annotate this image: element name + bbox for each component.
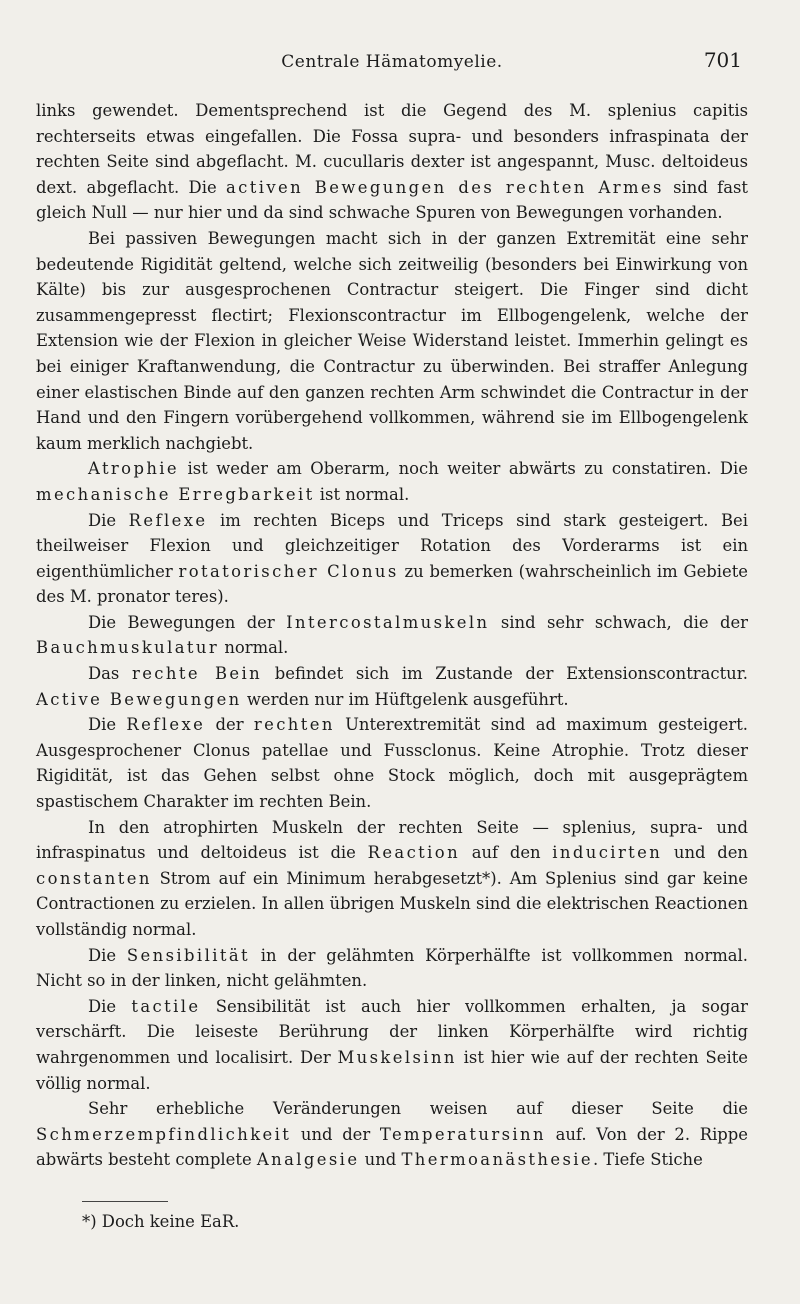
text-run: Unterextremität sind ad maximum gesteigert. Ausgesprochener Clonus patellae und Fussclonus. Keine Atrophie. Trotz dieser Rigidität, ist das Gehen selbst ohne Stock möglich, doch mit ausgeprägtem spastischem Charakter im rechten Bein.: [36, 715, 748, 812]
spaced-emphasis: Temperatursinn: [379, 1124, 546, 1144]
text-run: befindet sich im Zustande der Extensionscontractur.: [262, 664, 748, 684]
text-run: sind sehr schwach, die der: [489, 612, 748, 632]
paragraph: [36, 610, 748, 661]
spaced-emphasis: Reflexe: [128, 510, 208, 530]
text-run: . Tiefe Stiche: [593, 1150, 703, 1170]
spaced-emphasis: Thermoanästhesie: [401, 1150, 594, 1170]
page-number: 701: [703, 48, 742, 72]
spaced-emphasis: tactile: [131, 996, 201, 1016]
spaced-emphasis: Sensibilität: [126, 945, 250, 965]
text-run: Die: [88, 996, 132, 1016]
spaced-emphasis: rechte Bein: [131, 664, 263, 684]
paragraph: [36, 456, 748, 507]
text-run: und: [359, 1150, 402, 1170]
footnote-rule: [82, 1201, 168, 1202]
page-header: [36, 48, 748, 78]
paragraph: [36, 943, 748, 994]
footnote: *) Doch keine EaR.: [82, 1212, 240, 1231]
spaced-emphasis: Intercostalmuskeln: [286, 612, 490, 632]
text-run: auf den: [460, 843, 553, 863]
text-run: Die: [88, 945, 127, 965]
text-run: werden nur im Hüftgelenk ausgeführt.: [241, 689, 569, 709]
text-run: ist weder am Oberarm, noch weiter abwärts zu constatiren. Die: [179, 459, 748, 479]
text-run: und der: [291, 1124, 380, 1144]
text-run: Die Bewegungen der: [88, 612, 287, 632]
text-run: Das: [88, 664, 132, 684]
text-run: der: [205, 715, 254, 735]
paragraph: [36, 815, 748, 943]
spaced-emphasis: Reflexe: [126, 715, 206, 735]
spaced-emphasis: Atrophie: [88, 459, 180, 479]
text-run: Sehr erhebliche Veränderungen weisen auf dieser Seite die: [88, 1099, 748, 1119]
paragraph: [36, 98, 748, 226]
spaced-emphasis: Analgesie: [256, 1150, 360, 1170]
text-run: ist normal.: [314, 484, 410, 504]
text-run: Sensibilität ist auch hier vollkommen erhalten, ja sogar verschärft. Die leiseste Berührung der linken Körperhälfte wird richtig wahrgenommen und localisirt. Der: [36, 996, 749, 1067]
running-title: Centrale Hämatomyelie.: [281, 52, 503, 72]
spaced-emphasis: activen Bewegungen des rechten Armes: [225, 177, 664, 197]
text-run: Bei passiven Bewegungen macht sich in der ganzen Extremität eine sehr bedeutende Rigidität geltend, welche sich zeitweilig (besonders bei Einwirkung von Kälte) bis zur ausgesprochenen Contractur steigert. Die Finger sind dicht zusammengepresst flectirt; Flexionscontractur im Ellbogengelenk, welche der Extension wie der Flexion in gleicher Weise Widerstand leistet. Immerhin gelingt es bei einiger Kraftanwendung, die Contractur zu überwinden. Bei straffer Anlegung einer elastischen Binde auf den ganzen rechten Arm schwindet die Contractur in der Hand und den Fingern vorübergehend vollkommen, während sie im Ellbogengelenk kaum merklich nachgiebt.: [36, 228, 748, 453]
spaced-emphasis: Muskelsinn: [337, 1047, 457, 1067]
text-run: und den: [662, 843, 748, 863]
spaced-emphasis: constanten: [36, 868, 152, 888]
text-run: in der gelähmten Körperhälfte ist vollkommen normal. Nicht so in der linken, nicht gelähmten.: [36, 945, 749, 991]
body-text: [36, 98, 748, 1173]
spaced-emphasis: mechanische Erregbarkeit: [36, 484, 315, 504]
text-run: Die: [88, 715, 127, 735]
text-run: ist hier wie auf der rechten Seite völlig normal.: [36, 1047, 748, 1093]
text-run: auf. Von der 2. Rippe abwärts besteht complete: [36, 1124, 748, 1170]
paragraph: [36, 712, 748, 814]
spaced-emphasis: Reaction: [367, 843, 461, 863]
spaced-emphasis: Schmerzempfindlichkeit: [36, 1124, 292, 1144]
text-run: im rechten Biceps und Triceps sind stark gesteigert. Bei theilweiser Flexion und gleichzeitiger Rotation des Vorderarms ist ein eigenthümlicher: [36, 510, 748, 581]
paragraph: [36, 508, 748, 610]
spaced-emphasis: inducirten: [552, 843, 663, 863]
text-run: Strom auf ein Minimum herabgesetzt*). Am Splenius sind gar keine Contractionen zu erzielen. In allen übrigen Muskeln sind die elektrischen Reactionen vollständig normal.: [36, 868, 748, 939]
text-run: links gewendet. Dementsprechend ist die Gegend des M. splenius capitis rechterseits etwas eingefallen. Die Fossa supra- und besonders infraspinata der rechten Seite sind abgeflacht. M. cucullaris dexter ist angespannt, Musc. deltoideus dext. abgeflacht. Die: [36, 101, 748, 197]
paragraph: [36, 661, 748, 712]
spaced-emphasis: Active Bewegungen: [36, 689, 242, 709]
spaced-emphasis: Bauchmuskulatur: [36, 638, 220, 658]
text-run: sind fast gleich Null — nur hier und da sind schwache Spuren von Bewegungen vorhanden.: [36, 177, 748, 223]
paragraph: [36, 226, 748, 456]
paragraph: [36, 1096, 748, 1173]
text-run: In den atrophirten Muskeln der rechten Seite — splenius, supra- und infraspinatus und deltoideus ist die: [36, 817, 748, 863]
spaced-emphasis: rechten: [253, 715, 335, 735]
text-run: zu bemerken (wahrscheinlich im Gebiete des M. pronator teres).: [36, 561, 748, 607]
spaced-emphasis: rotatorischer Clonus: [178, 561, 399, 581]
text-run: Die: [88, 510, 129, 530]
text-run: normal.: [219, 638, 289, 658]
paragraph: [36, 994, 748, 1096]
